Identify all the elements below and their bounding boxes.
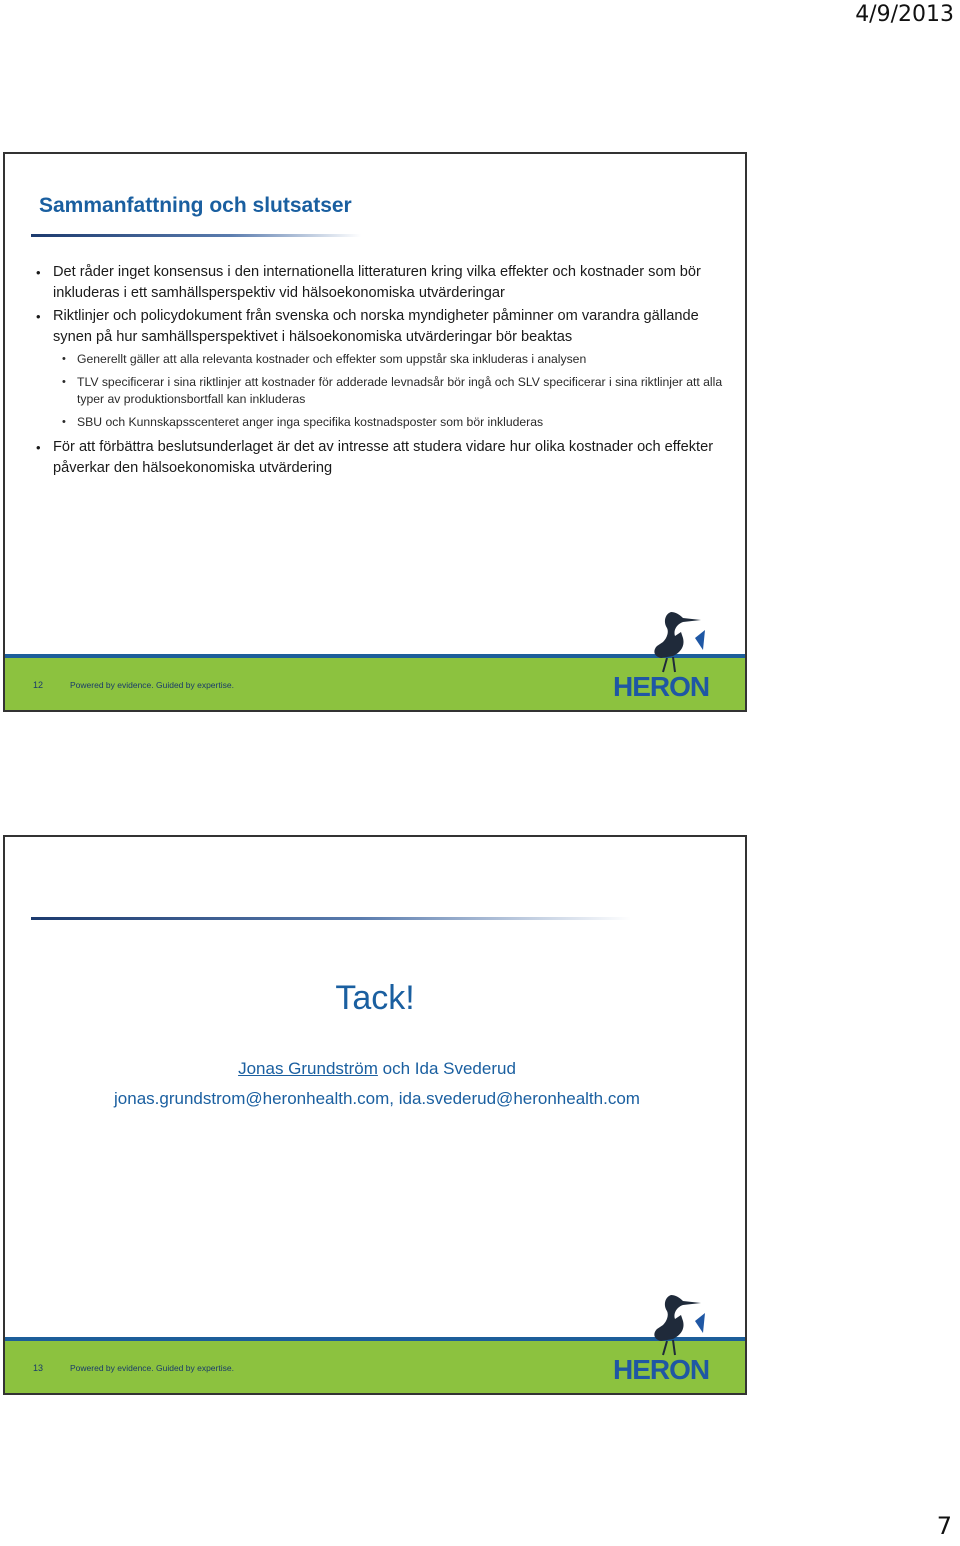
footer-tagline: Powered by evidence. Guided by expertise. bbox=[70, 680, 234, 690]
slide-number: 12 bbox=[33, 680, 44, 690]
bullet-item: • För att förbättra beslutsunderlaget är det av intresse att studera vidare hur olika kostnader och effekter påverkar den hälsoekonomiska utvärdering bbox=[27, 437, 727, 479]
footer-tagline: Powered by evidence. Guided by expertise. bbox=[70, 1363, 234, 1373]
sub-bullet-item: • TLV specificerar i sina riktlinjer att kostnader för adderade levnadsår bör ingå och SLV specificerar i sina riktlinjer att alla typer av produktionsbortfall kan inkluderas bbox=[27, 374, 727, 408]
authors-line bbox=[5, 1059, 747, 1079]
slide-title: Sammanfattning och slutsatser bbox=[39, 194, 352, 217]
slide-content bbox=[27, 262, 727, 481]
slide-thanks bbox=[3, 835, 747, 1395]
page-date: 4/9/2013 bbox=[855, 2, 954, 27]
heron-logo-icon bbox=[611, 610, 723, 702]
contact-emails: jonas.grundstrom@heronhealth.com, ida.svederud@heronhealth.com bbox=[114, 1089, 640, 1108]
heron-logo-icon bbox=[611, 1293, 723, 1385]
heron-logo-text: HERON bbox=[613, 1354, 710, 1385]
slide-summary bbox=[3, 152, 747, 712]
bullet-item: • Det råder inget konsensus i den internationella litteraturen kring vilka effekter och kostnader som bör inkluderas i ett samhällsperspektiv vid hälsoekonomiska utvärderingar bbox=[27, 262, 727, 304]
sub-bullet-item: • Generellt gäller att alla relevanta kostnader och effekter som uppstår ska inkluderas i analysen bbox=[27, 351, 727, 368]
page-number: 7 bbox=[936, 1512, 952, 1540]
slide-number: 13 bbox=[33, 1363, 44, 1373]
author-link-jonas[interactable]: Jonas Grundström bbox=[238, 1059, 378, 1078]
author-second: och Ida Svederud bbox=[377, 1059, 516, 1078]
sub-bullet-item: • SBU och Kunnskapsscenteret anger inga specifika kostnadsposter som bör inkluderas bbox=[27, 414, 727, 431]
heron-logo-text: HERON bbox=[613, 671, 710, 702]
thanks-title: Tack! bbox=[335, 979, 415, 1017]
title-divider bbox=[31, 917, 631, 920]
bullet-item: • Riktlinjer och policydokument från svenska och norska myndigheter påminner om varandra gällande synen på hur samhällsperspektivet i hälsoekonomiska utvärderingar bör beaktas bbox=[27, 306, 727, 348]
title-divider bbox=[31, 234, 361, 237]
